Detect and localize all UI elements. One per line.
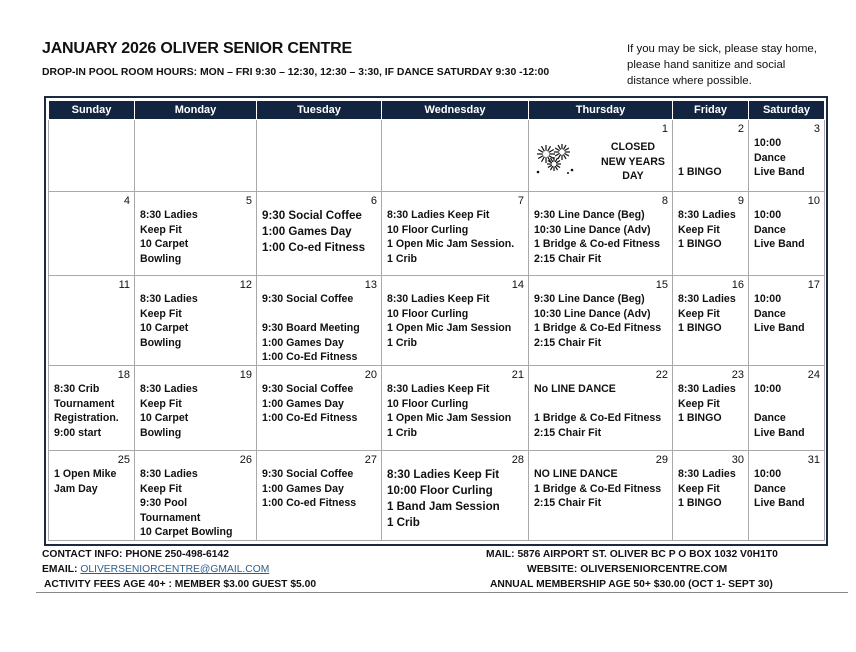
- calendar-week: [49, 192, 825, 276]
- day-cell: [135, 120, 257, 192]
- health-note: If you may be sick, please stay home, please hand sanitize and social distance where possible.: [627, 43, 817, 87]
- day-cell: [49, 120, 135, 192]
- day-events: 1 Open Mike Jam Day: [54, 467, 117, 495]
- email-label: EMAIL:: [42, 564, 78, 575]
- day-number: 26: [239, 453, 252, 466]
- day-number: 22: [655, 368, 668, 381]
- day-cell: [257, 365, 382, 450]
- day-events: NO LINE DANCE 1 Bridge & Co-Ed Fitness 2:15 Chair Fit: [534, 467, 662, 510]
- day-cell: [749, 120, 825, 192]
- day-header: Wednesday: [382, 101, 529, 120]
- day-number: 6: [370, 195, 377, 207]
- day-events: 8:30 Ladies Keep Fit 10 Floor Curling 1 Open Mic Jam Session 1 Crib: [387, 293, 512, 349]
- day-cell: [135, 365, 257, 450]
- day-cell: [673, 120, 749, 192]
- day-events: 9:30 Line Dance (Beg) 10:30 Line Dance (Adv) 1 Bridge & Co-ed Fitness 2:15 Chair Fit: [534, 209, 660, 265]
- day-events: CLOSED NEW YEARS DAY: [601, 141, 665, 183]
- day-events: 8:30 Ladies Keep Fit 10 Carpet Bowling: [140, 209, 198, 265]
- day-header: Tuesday: [257, 101, 382, 120]
- mail-address: MAIL: 5876 AIRPORT ST. OLIVER BC P O BOX 1032 V0H1T0: [486, 549, 778, 560]
- day-number: 15: [655, 279, 668, 291]
- day-events: 10:00 Dance Live Band: [754, 293, 805, 335]
- day-cell: [529, 192, 673, 276]
- day-number: 7: [517, 195, 524, 207]
- day-number: 19: [239, 368, 252, 381]
- contact-info: CONTACT INFO: PHONE 250-498-6142: [42, 549, 229, 560]
- day-number: 23: [731, 368, 744, 381]
- annual-membership: ANNUAL MEMBERSHIP AGE 50+ $30.00 (OCT 1- SEPT 30): [490, 579, 773, 590]
- page-title: JANUARY 2026 OLIVER SENIOR CENTRE: [42, 40, 352, 57]
- weekday-header: [49, 101, 825, 120]
- day-cell: [257, 450, 382, 540]
- day-cell: [749, 365, 825, 450]
- day-number: 14: [511, 279, 524, 291]
- day-events: 8:30 Ladies Keep Fit 9:30 Pool Tournament 10 Carpet Bowling: [140, 467, 233, 539]
- day-header: Thursday: [529, 101, 673, 120]
- day-cell: [529, 276, 673, 366]
- day-cell: [382, 365, 529, 450]
- day-cell: [673, 192, 749, 276]
- day-events: 9:30 Social Coffee 9:30 Board Meeting 1:00 Games Day 1:00 Co-Ed Fitness: [262, 293, 360, 364]
- day-cell: [382, 120, 529, 192]
- day-number: 1: [661, 123, 668, 135]
- day-number: 24: [807, 368, 820, 381]
- day-number: 12: [239, 279, 252, 291]
- day-number: 3: [813, 123, 820, 135]
- calendar-week: [49, 120, 825, 192]
- day-cell: [529, 450, 673, 540]
- day-number: 30: [731, 453, 744, 466]
- day-number: 29: [655, 453, 668, 466]
- day-events: 8:30 Ladies Keep Fit 10 Floor Curling 1 Open Mic Jam Session 1 Crib: [387, 382, 512, 439]
- day-events: 8:30 Ladies Keep Fit 1 BINGO: [678, 467, 736, 510]
- day-cell: [382, 276, 529, 366]
- day-number: 8: [661, 195, 668, 207]
- day-header: Saturday: [749, 101, 825, 120]
- day-events: 9:30 Social Coffee 1:00 Games Day 1:00 Co-Ed Fitness: [262, 382, 358, 425]
- day-cell: [135, 450, 257, 540]
- day-cell: [135, 276, 257, 366]
- day-header: Friday: [673, 101, 749, 120]
- calendar: [44, 96, 828, 546]
- day-events: 9:30 Social Coffee 1:00 Games Day 1:00 Co-ed Fitness: [262, 467, 357, 510]
- day-number: 2: [737, 123, 744, 135]
- day-cell: [673, 450, 749, 540]
- day-cell: [257, 120, 382, 192]
- fireworks-icon: [534, 142, 576, 176]
- day-number: 11: [118, 279, 130, 291]
- day-events: 10:00 Dance Live Band: [754, 467, 805, 510]
- day-cell: [529, 120, 673, 192]
- day-cell: [257, 276, 382, 366]
- day-number: 20: [364, 368, 377, 381]
- footer-divider: [36, 592, 848, 593]
- calendar-week: [49, 365, 825, 450]
- email-line: [42, 564, 269, 575]
- day-cell: [257, 192, 382, 276]
- day-number: 16: [731, 279, 744, 291]
- day-cell: [49, 450, 135, 540]
- day-number: 4: [123, 195, 130, 207]
- day-events: 8:30 Ladies Keep Fit 1 BINGO: [678, 382, 736, 425]
- calendar-table: [48, 100, 825, 541]
- day-cell: [529, 365, 673, 450]
- day-cell: [49, 192, 135, 276]
- day-events: 9:30 Line Dance (Beg) 10:30 Line Dance (Adv) 1 Bridge & Co-Ed Fitness 2:15 Chair Fit: [534, 293, 662, 349]
- day-cell: [49, 276, 135, 366]
- day-cell: [749, 276, 825, 366]
- day-cell: [749, 192, 825, 276]
- day-events: 10:00 Dance Live Band: [754, 209, 805, 251]
- day-number: 31: [807, 453, 820, 466]
- day-cell: [49, 365, 135, 450]
- day-events: 8:30 Ladies Keep Fit 10 Carpet Bowling: [140, 382, 198, 439]
- day-number: 25: [117, 453, 130, 466]
- day-number: 27: [364, 453, 377, 466]
- day-number: 18: [117, 368, 130, 381]
- day-events: 8:30 Ladies Keep Fit 1 BINGO: [678, 209, 736, 251]
- activity-fees: ACTIVITY FEES AGE 40+ : MEMBER $3.00 GUEST $5.00: [44, 579, 317, 590]
- day-cell: [382, 450, 529, 540]
- email-link[interactable]: OLIVERSENIORCENTRE@GMAIL.COM: [80, 564, 270, 575]
- day-number: 13: [364, 279, 377, 291]
- day-cell: [382, 192, 529, 276]
- day-header: Monday: [135, 101, 257, 120]
- day-events: 8:30 Ladies Keep Fit 1 BINGO: [678, 293, 736, 335]
- day-number: 17: [807, 279, 820, 291]
- calendar-week: [49, 450, 825, 540]
- day-events: 8:30 Crib Tournament Registration. 9:00 start: [54, 382, 119, 439]
- day-cell: [749, 450, 825, 540]
- website: WEBSITE: OLIVERSENIORCENTRE.COM: [527, 564, 728, 575]
- day-events: 8:30 Ladies Keep Fit 10 Floor Curling 1 Open Mic Jam Session. 1 Crib: [387, 209, 515, 265]
- calendar-week: [49, 276, 825, 366]
- day-number: 21: [511, 368, 524, 381]
- day-number: 10: [807, 195, 820, 207]
- day-events: No LINE DANCE 1 Bridge & Co-Ed Fitness 2:15 Chair Fit: [534, 382, 662, 439]
- day-events: 8:30 Ladies Keep Fit 10:00 Floor Curling 1 Band Jam Session 1 Crib: [387, 467, 500, 529]
- pool-hours: DROP-IN POOL ROOM HOURS: MON – FRI 9:30 – 12:30, 12:30 – 3:30, IF DANCE SATURDAY 9:30 -12:00: [42, 67, 550, 78]
- day-cell: [135, 192, 257, 276]
- day-header: Sunday: [49, 101, 135, 120]
- day-cell: [673, 365, 749, 450]
- day-cell: [673, 276, 749, 366]
- day-events: 8:30 Ladies Keep Fit 10 Carpet Bowling: [140, 293, 198, 349]
- day-number: 28: [511, 453, 524, 466]
- day-events: 1 BINGO: [678, 166, 722, 179]
- day-number: 9: [737, 195, 744, 207]
- day-number: 5: [245, 195, 252, 207]
- day-events: 10:00 Dance Live Band: [754, 137, 805, 179]
- day-events: 10:00 Dance Live Band: [754, 382, 805, 439]
- day-events: 9:30 Social Coffee 1:00 Games Day 1:00 Co-ed Fitness: [262, 209, 366, 254]
